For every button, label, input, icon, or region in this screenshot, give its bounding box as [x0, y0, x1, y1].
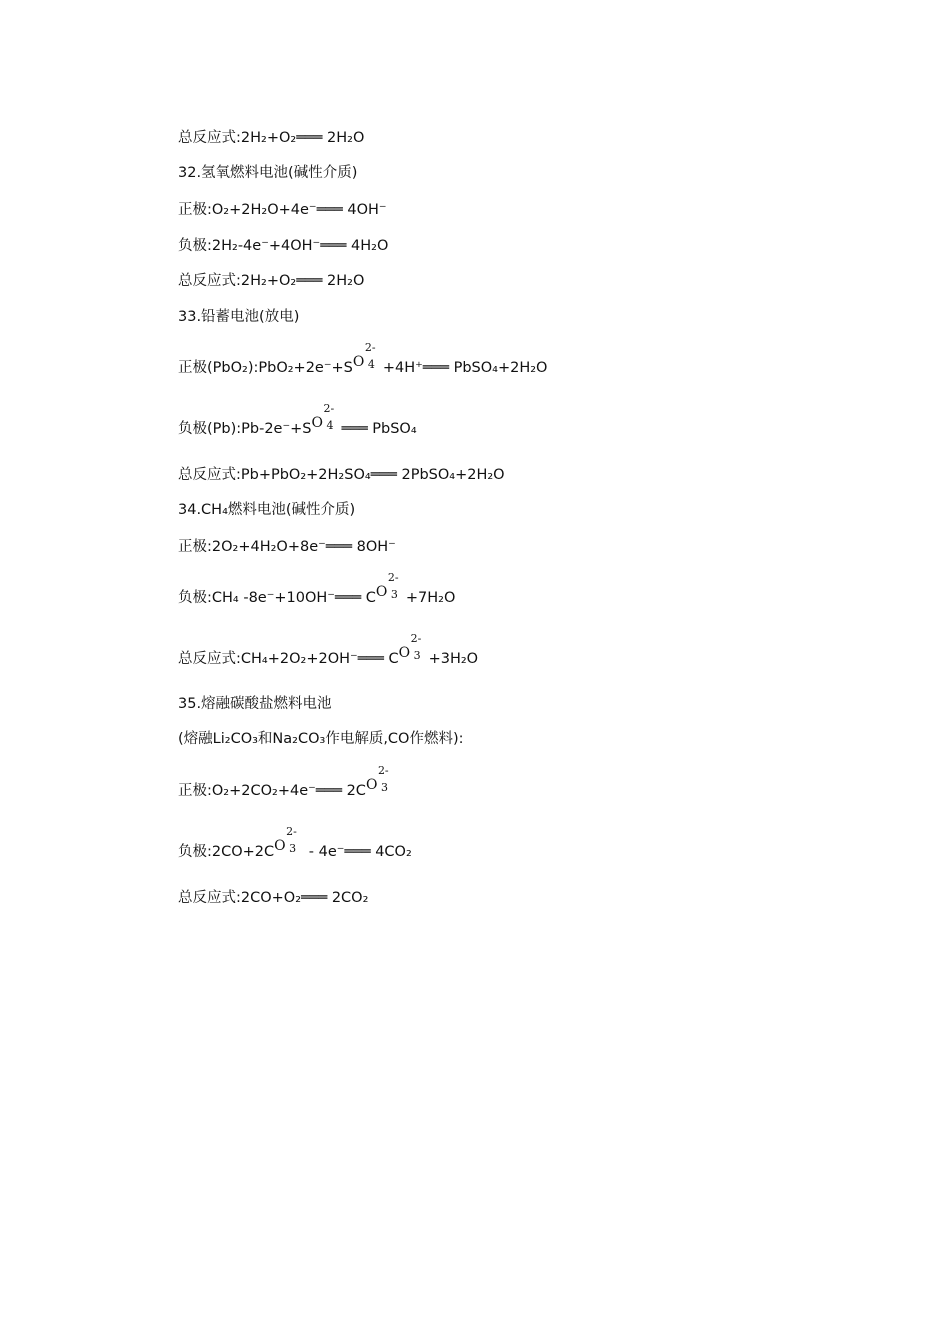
cathode-equation-34	[178, 537, 396, 557]
overall-reaction-32	[178, 271, 364, 291]
text: 总反应式:2CO+O₂═══ 2CO₂	[178, 890, 369, 906]
ion-o: O	[365, 777, 378, 793]
text: 总反应式:2H₂+O₂═══ 2H₂O	[178, 130, 365, 146]
overall-reaction-35	[178, 888, 368, 908]
text: (熔融Li₂CO₃和Na₂CO₃作电解质,CO作燃料):	[178, 731, 464, 747]
ion-o: O	[398, 645, 411, 661]
ion-subscript: 4	[367, 358, 375, 371]
cathode-equation-32	[178, 200, 387, 220]
anode-equation-34	[178, 571, 456, 608]
section-heading-32	[178, 163, 357, 183]
equation-part: +7H₂O	[405, 590, 456, 606]
carbonate-ion	[398, 632, 429, 663]
sulfate-ion	[311, 402, 341, 433]
cathode-equation-33	[178, 341, 548, 378]
text: 32.氢氧燃料电池(碱性介质)	[178, 165, 358, 181]
carbonate-ion	[274, 825, 304, 856]
anode-equation-35	[178, 825, 412, 862]
equation-part: - 4e⁻═══ 4CO₂	[304, 844, 412, 860]
ion-charge: 2-	[387, 571, 399, 584]
equation-part: 总反应式:CH₄+2O₂+2OH⁻═══ C	[178, 651, 399, 667]
ion-charge: 2-	[323, 402, 335, 415]
ion-subscript: 4	[326, 419, 334, 432]
ion-charge: 2-	[364, 341, 376, 354]
ion-subscript: 3	[380, 781, 388, 794]
text: 总反应式:Pb+PbO₂+2H₂SO₄═══ 2PbSO₄+2H₂O	[178, 467, 505, 483]
equation-part: ═══ PbSO₄	[341, 421, 417, 437]
ion-o: O	[311, 415, 323, 431]
section-heading-34	[178, 500, 355, 520]
ion-subscript: 3	[390, 588, 398, 601]
equation-part: 正极:O₂+2CO₂+4e⁻═══ 2C	[178, 783, 366, 799]
equation-part: 正极(PbO₂):PbO₂+2e⁻+S	[178, 360, 353, 376]
ion-charge: 2-	[286, 825, 297, 838]
text: 33.铅蓄电池(放电)	[178, 309, 300, 325]
anode-equation-33	[178, 402, 417, 439]
overall-reaction-34	[178, 632, 479, 669]
section-heading-33	[178, 307, 299, 327]
equation-part: +4H⁺═══ PbSO₄+2H₂O	[382, 360, 548, 376]
text: 34.CH₄燃料电池(碱性介质)	[178, 502, 356, 518]
ion-subscript: 3	[289, 842, 297, 855]
section-heading-35	[178, 694, 332, 714]
ion-o: O	[352, 354, 365, 370]
sulfate-ion	[352, 341, 383, 372]
ion-subscript: 3	[413, 649, 421, 662]
section-subheading-35	[178, 729, 464, 749]
equation-part: 负极:2CO+2C	[178, 844, 275, 860]
carbonate-ion	[375, 571, 406, 602]
anode-equation-32	[178, 236, 388, 256]
text: 35.熔融碳酸盐燃料电池	[178, 696, 332, 712]
text: 负极:2H₂-4e⁻+4OH⁻═══ 4H₂O	[178, 238, 389, 254]
text: 正极:2O₂+4H₂O+8e⁻═══ 8OH⁻	[178, 539, 396, 555]
overall-reaction-line-1	[178, 128, 364, 148]
carbonate-ion	[365, 764, 396, 795]
cathode-equation-35	[178, 764, 396, 801]
ion-o: O	[375, 584, 388, 600]
ion-charge: 2-	[377, 764, 389, 777]
equation-part: +3H₂O	[428, 651, 479, 667]
overall-reaction-33	[178, 465, 505, 485]
ion-o: O	[274, 838, 286, 854]
text: 总反应式:2H₂+O₂═══ 2H₂O	[178, 273, 365, 289]
text: 正极:O₂+2H₂O+4e⁻═══ 4OH⁻	[178, 202, 387, 218]
equation-part: 负极(Pb):Pb-2e⁻+S	[178, 421, 312, 437]
ion-charge: 2-	[410, 632, 422, 645]
equation-part: 负极:CH₄ -8e⁻+10OH⁻═══ C	[178, 590, 376, 606]
